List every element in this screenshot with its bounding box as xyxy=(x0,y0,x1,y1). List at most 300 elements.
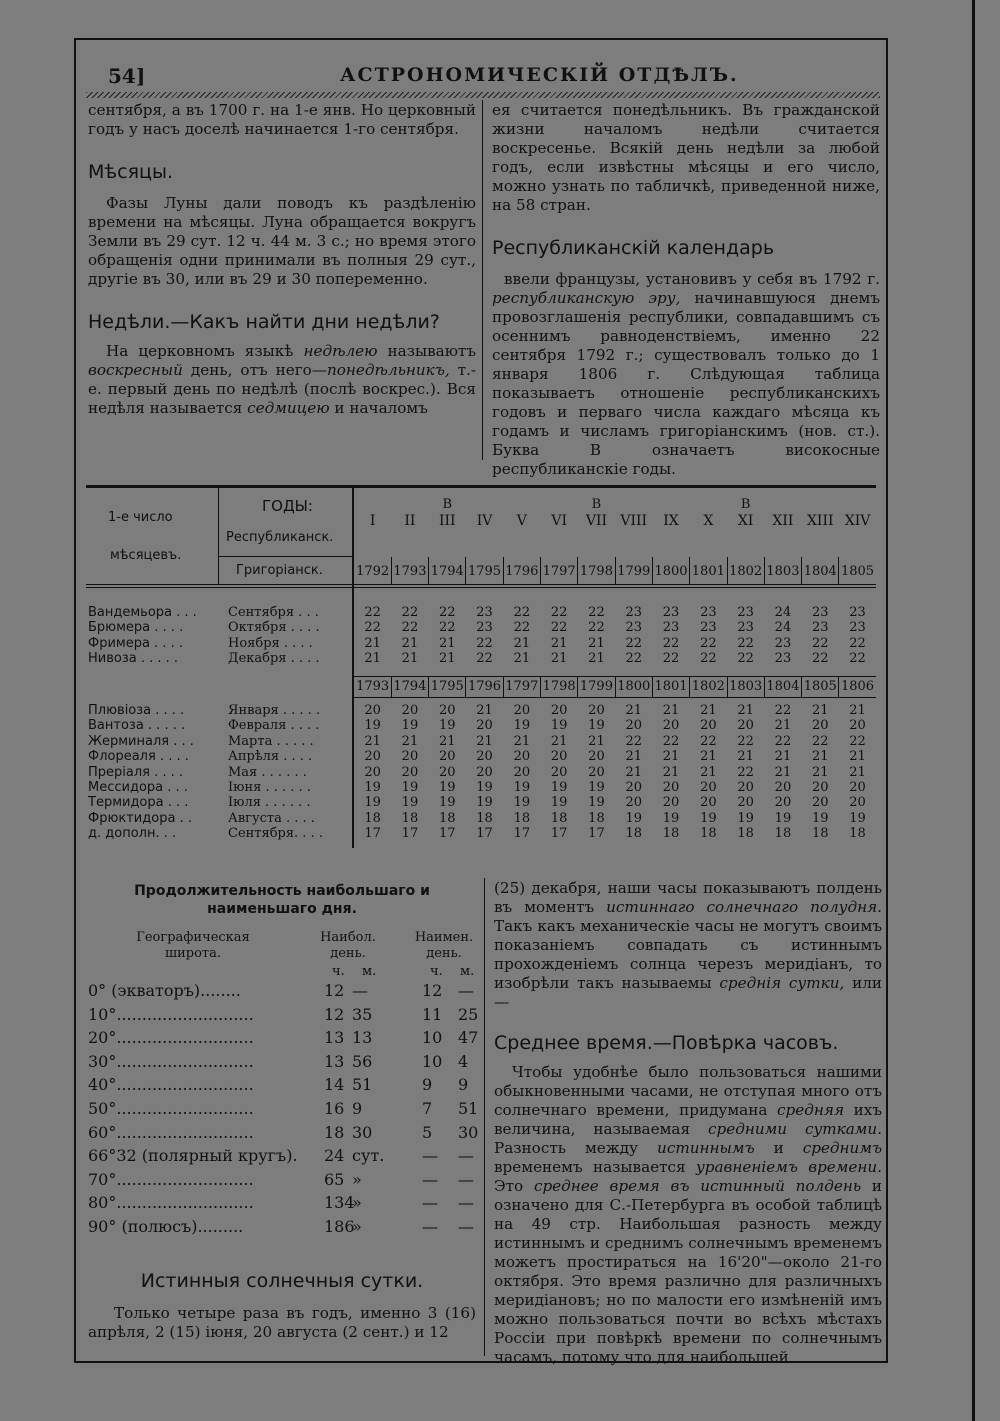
label-months: мѣсяцевъ. xyxy=(110,548,182,563)
day-cell: 21 xyxy=(811,764,829,780)
day-cell: 23 xyxy=(849,620,866,636)
day-cell: 20 xyxy=(737,795,754,811)
duration-value: 13 xyxy=(352,1028,373,1048)
day-cell: 18 xyxy=(438,810,456,826)
day-cell: 19 xyxy=(588,795,605,811)
gregorian-year-next: 1804 xyxy=(766,679,800,694)
day-cell: 19 xyxy=(550,780,568,795)
day-cell: 18 xyxy=(401,810,419,826)
day-cell: 21 xyxy=(550,635,568,651)
year-column-divider xyxy=(577,557,578,584)
gregorian-month: Сентября . . . xyxy=(228,605,319,620)
day-cell: 19 xyxy=(401,780,419,795)
day-cell: 20 xyxy=(476,718,493,734)
noon-paragraph: (25) декабря, наши часы показываютъ полдень въ моментъ истиннаго солнечнаго полудня. Такъ какъ механическіе часы не могутъ своимъ показаніемъ совпадать съ истиннымъ прохожденіемъ солнца черезъ меридіанъ, то изобрѣли такъ называемы среднія сутки, или — xyxy=(494,879,883,1011)
duration-value: 65 xyxy=(324,1169,345,1189)
duration-heading: Продолжительность наибольшаго и наименьшаго дня. xyxy=(134,883,430,917)
scan-edge xyxy=(972,0,975,1421)
day-cell: 20 xyxy=(700,780,717,795)
day-cell: 19 xyxy=(774,810,792,826)
duration-value: — xyxy=(422,1217,438,1236)
leap-marker: В xyxy=(740,497,751,512)
weeks-heading: Недѣли.—Какъ найти дни недѣли? xyxy=(88,311,440,333)
day-cell: 21 xyxy=(662,703,680,718)
table-top-rule xyxy=(86,485,876,488)
gregorian-year: 1805 xyxy=(840,564,875,579)
year-row-rule xyxy=(354,697,876,698)
day-cell: 21 xyxy=(811,703,829,718)
republican-month: Жерминаля . . . xyxy=(88,733,194,749)
day-cell: 19 xyxy=(700,810,717,826)
day-cell: 17 xyxy=(513,826,531,842)
year-column-divider xyxy=(764,557,765,584)
day-cell: 19 xyxy=(438,718,456,734)
republican-paragraph: ввели французы, установивъ у себя въ 1792 г. республиканскую эру, начинавшуюся днемъ провозглашенія республики, совпадавшимъ съ осеннимъ равноденствіемъ, именно 22 сентября 1792 г.; существовалъ только до 1 января 1806 г. Слѣдующая таблица показываетъ отношеніе республиканскихъ годовъ и перваго числа каждаго мѣсяца къ годамъ и числамъ григоріанскимъ (нов. ст.). Буква В означаетъ високосные республиканскіе годы. xyxy=(492,270,881,478)
day-cell: 19 xyxy=(513,718,531,734)
republican-year-numeral: X xyxy=(703,513,714,529)
duration-value: — xyxy=(458,1193,474,1213)
gregorian-month: Іюля . . . . . . xyxy=(228,795,311,811)
day-cell: 18 xyxy=(364,810,381,826)
day-cell: 21 xyxy=(588,733,605,749)
day-cell: 21 xyxy=(401,635,419,651)
republican-year-numeral: XIII xyxy=(806,513,834,529)
republican-year-numeral: XI xyxy=(737,513,754,529)
duration-value: 13 xyxy=(324,1028,345,1048)
day-cell: 22 xyxy=(550,605,568,620)
day-cell: 20 xyxy=(849,718,866,734)
republican-year-numeral: III xyxy=(438,513,456,529)
latitude-label: 90° (полюсъ)......... xyxy=(88,1217,244,1236)
true-day-heading-wrap xyxy=(88,1270,476,1292)
day-cell: 20 xyxy=(588,749,605,765)
gregorian-month: Сентября. . . . xyxy=(228,826,323,842)
day-cell: 21 xyxy=(364,733,381,749)
day-cell: 23 xyxy=(700,605,717,620)
gregorian-year: 1794 xyxy=(430,564,464,579)
day-cell: 22 xyxy=(737,651,754,667)
day-cell: 19 xyxy=(662,810,680,826)
day-cell: 19 xyxy=(364,718,381,734)
gregorian-year: 1797 xyxy=(542,564,576,579)
day-cell: 21 xyxy=(513,733,531,749)
duration-value: — xyxy=(422,1193,438,1213)
year-column-divider xyxy=(540,676,541,698)
duration-value: 24 xyxy=(324,1146,345,1166)
day-cell: 21 xyxy=(513,651,531,667)
day-cell: 20 xyxy=(849,780,866,795)
day-cell: 22 xyxy=(476,651,493,667)
day-cell: 22 xyxy=(401,605,419,620)
republican-year-numeral: XIV xyxy=(844,513,871,529)
day-cell: 20 xyxy=(700,795,717,811)
republican-month: Фримера . . . . xyxy=(88,635,183,651)
day-cell: 20 xyxy=(774,780,792,795)
year-column-divider xyxy=(764,676,765,698)
duration-value: » xyxy=(352,1217,362,1236)
day-cell: 20 xyxy=(625,780,643,795)
leap-marker: В xyxy=(591,497,602,512)
day-cell: 23 xyxy=(662,620,680,636)
duration-value: 9 xyxy=(458,1075,469,1095)
year-column-divider xyxy=(838,557,839,584)
right-column-bottom xyxy=(494,879,882,1367)
duration-value: 5 xyxy=(422,1122,433,1142)
day-cell: 19 xyxy=(811,810,829,826)
day-cell: 19 xyxy=(476,795,493,811)
frame-right xyxy=(886,38,888,1363)
duration-value: — xyxy=(458,981,474,1000)
day-cell: 21 xyxy=(401,733,419,749)
day-cell: 22 xyxy=(401,620,419,636)
day-cell: 18 xyxy=(737,826,754,842)
duration-col-min: Наимен. день. xyxy=(414,930,474,961)
day-cell: 20 xyxy=(811,718,829,734)
day-cell: 22 xyxy=(550,620,568,636)
republican-year-numeral: VII xyxy=(585,513,608,529)
duration-value: 51 xyxy=(352,1075,373,1095)
year-column-divider xyxy=(465,676,466,698)
day-cell: 21 xyxy=(700,749,717,765)
label-republican: Республиканск. xyxy=(226,530,334,545)
duration-value: 9 xyxy=(422,1075,433,1095)
year-column-divider xyxy=(391,557,392,584)
intro-paragraph: сентября, а въ 1700 г. на 1-е янв. Но церковный годъ у насъ доселѣ начинается 1-го сентября. xyxy=(88,101,476,138)
duration-value: — xyxy=(458,1217,474,1236)
day-cell: 22 xyxy=(625,733,643,749)
day-cell: 22 xyxy=(811,651,829,667)
year-column-divider xyxy=(428,557,429,584)
day-cell: 23 xyxy=(849,605,866,620)
day-cell: 20 xyxy=(401,764,419,780)
day-cell: 21 xyxy=(438,651,456,667)
day-cell: 19 xyxy=(476,780,493,795)
day-cell: 17 xyxy=(364,826,381,842)
republican-month: Плювіоза . . . . xyxy=(88,703,185,718)
duration-unit-m-2: м. xyxy=(460,964,475,979)
mean-time-heading: Среднее время.—Повѣрка часовъ. xyxy=(494,1032,839,1054)
gregorian-year: 1799 xyxy=(617,564,651,579)
day-cell: 22 xyxy=(700,733,717,749)
duration-value: 9 xyxy=(352,1099,363,1118)
day-cell: 20 xyxy=(588,764,605,780)
latitude-label: 80°........................... xyxy=(88,1193,254,1213)
gregorian-year-next: 1806 xyxy=(840,679,875,694)
day-cell: 21 xyxy=(364,651,381,667)
republican-month: Вандемьора . . . xyxy=(88,605,197,620)
day-cell: 22 xyxy=(811,635,829,651)
duration-value: 35 xyxy=(352,1004,373,1024)
day-cell: 20 xyxy=(737,780,754,795)
day-cell: 20 xyxy=(401,749,419,765)
day-cell: 18 xyxy=(811,826,829,842)
year-column-divider xyxy=(391,676,392,698)
duration-value: 30 xyxy=(352,1122,373,1142)
day-cell: 20 xyxy=(550,703,568,718)
latitude-label: 50°........................... xyxy=(88,1099,254,1118)
republican-heading: Республиканскій календарь xyxy=(492,237,775,259)
day-cell: 18 xyxy=(625,826,643,842)
gregorian-year: 1802 xyxy=(729,564,763,579)
day-cell: 20 xyxy=(513,764,531,780)
day-cell: 21 xyxy=(737,703,754,718)
gregorian-year: 1804 xyxy=(803,564,837,579)
duration-value: 25 xyxy=(458,1004,479,1024)
left-column-top xyxy=(88,101,476,418)
year-column-divider xyxy=(838,676,839,698)
day-cell: 22 xyxy=(625,651,643,667)
gregorian-year-next: 1794 xyxy=(393,679,427,694)
day-cell: 22 xyxy=(438,605,456,620)
day-cell: 23 xyxy=(476,620,493,636)
gregorian-year-next: 1798 xyxy=(542,679,576,694)
table-head-rule-1 xyxy=(86,584,876,585)
duration-value: — xyxy=(458,1169,474,1189)
day-cell: 18 xyxy=(849,826,866,842)
year-column-divider xyxy=(615,676,616,698)
duration-value: 10 xyxy=(422,1028,443,1048)
day-cell: 23 xyxy=(476,605,493,620)
duration-value: 30 xyxy=(458,1122,479,1142)
day-cell: 22 xyxy=(662,651,680,667)
gregorian-year: 1798 xyxy=(579,564,613,579)
months-paragraph: Фазы Луны дали поводъ къ раздѣленію времени на мѣсяцы. Луна обращается вокругъ Земли въ 29 сут. 12 ч. 44 м. 3 с.; но время этого обращенія одни принимали въ полныя 29 сут., другіе въ 30, или въ 29 и 30 попеременно. xyxy=(88,194,476,288)
duration-value: — xyxy=(458,1146,474,1166)
republican-year-numeral: VIII xyxy=(620,513,648,529)
day-cell: 22 xyxy=(513,605,531,620)
day-cell: 18 xyxy=(700,826,717,842)
year-column-divider xyxy=(652,676,653,698)
duration-value: 14 xyxy=(324,1075,345,1095)
latitude-label: 40°........................... xyxy=(88,1075,254,1095)
day-cell: 21 xyxy=(550,651,568,667)
gregorian-year: 1800 xyxy=(654,564,688,579)
duration-value: 7 xyxy=(422,1099,433,1118)
day-cell: 20 xyxy=(476,764,493,780)
day-cell: 23 xyxy=(662,605,680,620)
day-cell: 20 xyxy=(662,780,680,795)
mean-time-paragraph: Чтобы удобнѣе было пользоваться нашими обыкновенными часами, не отступая много отъ солнечнаго времени, придумана средняя ихъ величина, называемая средними сутками. Разность между истиннымъ и среднимъ временемъ называется уравненіемъ времени. Это среднее время въ истинный полдень и означено для С.-Петербурга въ особой таблицѣ на 49 стр. Наибольшая разность между истиннымъ и среднимъ солнечнымъ временемъ можетъ простираться на 16'20"—около 21-го октября. Это время различно для различныхъ меридіановъ; но по малости его измѣненій имъ можно пользоваться почти во всѣхъ мѣстахъ Россіи при повѣркѣ времени по солнечнымъ часамъ, потому что для наибольшей xyxy=(494,1063,883,1366)
day-cell: 19 xyxy=(849,810,866,826)
day-cell: 20 xyxy=(811,780,829,795)
year-column-divider xyxy=(727,676,728,698)
duration-value: 11 xyxy=(422,1004,443,1024)
republican-month: Мессидора . . . xyxy=(88,780,188,795)
day-cell: 19 xyxy=(513,780,531,795)
day-cell: 21 xyxy=(662,749,680,765)
year-column-divider xyxy=(801,557,802,584)
duration-value: » xyxy=(352,1169,362,1189)
day-cell: 21 xyxy=(625,749,643,765)
duration-value: 134 xyxy=(324,1193,355,1213)
duration-value: 51 xyxy=(458,1099,479,1118)
year-column-divider xyxy=(503,557,504,584)
duration-value: 13 xyxy=(324,1051,345,1071)
gregorian-year-next: 1796 xyxy=(467,679,502,694)
day-cell: 20 xyxy=(588,703,605,718)
day-cell: 19 xyxy=(364,795,381,811)
day-cell: 19 xyxy=(364,780,381,795)
day-cell: 19 xyxy=(588,780,605,795)
label-gregorian: Григоріанск. xyxy=(236,563,323,578)
day-cell: 23 xyxy=(625,605,643,620)
republican-year-numeral: IV xyxy=(476,513,493,529)
duration-value: 12 xyxy=(324,981,345,1000)
weeks-paragraph: На церковномъ языкѣ недѣлею называютъ воскресный день, отъ него—понедѣльникъ, т.-е. первый день по недѣлѣ (послѣ воскрес.). Вся недѣля называется седмицею и началомъ xyxy=(88,342,477,417)
day-cell: 22 xyxy=(849,651,866,667)
republican-month: Флореаля . . . . xyxy=(88,749,189,765)
day-cell: 17 xyxy=(588,826,605,842)
latitude-label: 60°........................... xyxy=(88,1122,254,1142)
day-cell: 18 xyxy=(588,810,605,826)
day-cell: 22 xyxy=(588,620,605,636)
day-cell: 20 xyxy=(737,718,754,734)
duration-value: 4 xyxy=(458,1051,469,1071)
year-column-divider xyxy=(465,557,466,584)
duration-value: 10 xyxy=(422,1051,443,1071)
duration-value: — xyxy=(422,1169,438,1189)
day-cell: 21 xyxy=(849,749,866,765)
day-cell: 23 xyxy=(811,605,829,620)
day-cell: 18 xyxy=(476,810,493,826)
gregorian-year: 1795 xyxy=(467,564,502,579)
day-cell: 18 xyxy=(550,810,568,826)
day-cell: 22 xyxy=(476,635,493,651)
day-cell: 21 xyxy=(774,764,792,780)
duration-value: » xyxy=(352,1193,362,1213)
day-cell: 20 xyxy=(438,764,456,780)
day-cell: 21 xyxy=(401,651,419,667)
gregorian-year-next: 1802 xyxy=(691,679,725,694)
gregorian-year-next: 1803 xyxy=(729,679,763,694)
day-cell: 22 xyxy=(662,733,680,749)
day-cell: 21 xyxy=(364,635,381,651)
republican-month: Вантоза . . . . . xyxy=(88,718,186,734)
day-cell: 21 xyxy=(737,749,754,765)
latitude-label: 66°32 (полярный кругъ). xyxy=(88,1146,298,1166)
gregorian-year: 1792 xyxy=(356,564,390,579)
gregorian-month: Декабря . . . . xyxy=(228,651,320,667)
true-day-paragraph-wrap xyxy=(88,1304,476,1342)
day-cell: 21 xyxy=(513,635,531,651)
day-cell: 20 xyxy=(662,718,680,734)
republican-month: Термидора . . . xyxy=(88,795,189,811)
day-cell: 23 xyxy=(811,620,829,636)
table-head-divider xyxy=(218,488,219,584)
true-day-heading: Истинныя солнечныя сутки. xyxy=(140,1270,424,1292)
day-cell: 17 xyxy=(550,826,568,842)
frame-left xyxy=(74,38,76,1363)
day-cell: 21 xyxy=(588,635,605,651)
day-cell: 17 xyxy=(438,826,456,842)
republican-month: д. дополн. . . xyxy=(88,826,177,842)
day-cell: 21 xyxy=(476,703,493,718)
day-cell: 22 xyxy=(774,703,792,718)
day-cell: 22 xyxy=(849,635,866,651)
gregorian-year-next: 1805 xyxy=(803,679,837,694)
year-column-divider xyxy=(577,676,578,698)
weeks-continuation: ея считается понедѣльникъ. Въ гражданской жизни началомъ недѣли считается воскресенье. Всякій день недѣли за любой годъ, если извѣстны мѣсяцы и его число, можно узнать по табличкѣ, приведенной ниже, на 58 стран. xyxy=(492,101,880,214)
gregorian-month: Октября . . . . xyxy=(228,620,320,636)
day-cell: 20 xyxy=(476,749,493,765)
gregorian-month: Ноября . . . . xyxy=(228,635,313,651)
day-cell: 21 xyxy=(438,733,456,749)
duration-value: 12 xyxy=(324,1004,345,1024)
year-column-divider xyxy=(428,676,429,698)
day-cell: 20 xyxy=(811,795,829,811)
day-cell: 20 xyxy=(700,718,717,734)
day-cell: 22 xyxy=(700,651,717,667)
gregorian-month: Марта . . . . . xyxy=(228,733,314,749)
day-cell: 23 xyxy=(700,620,717,636)
duration-unit-h-1: ч. xyxy=(332,964,345,979)
day-cell: 20 xyxy=(625,795,643,811)
header-wavy-rule xyxy=(86,92,880,98)
day-cell: 21 xyxy=(662,764,680,780)
day-cell: 22 xyxy=(513,620,531,636)
day-cell: 20 xyxy=(625,718,643,734)
day-cell: 23 xyxy=(774,651,792,667)
republican-month: Фрюктидора . . xyxy=(88,810,192,826)
gregorian-month: Августа . . . . xyxy=(228,810,315,826)
day-cell: 20 xyxy=(438,703,456,718)
true-day-paragraph: Только четыре раза въ годъ, именно 3 (16) апрѣля, 2 (15) іюня, 20 августа (2 сент.) и 12 xyxy=(88,1304,476,1341)
day-cell: 22 xyxy=(364,605,381,620)
day-cell: 21 xyxy=(811,749,829,765)
day-cell: 20 xyxy=(662,795,680,811)
day-cell: 22 xyxy=(625,635,643,651)
day-cell: 17 xyxy=(401,826,419,842)
day-cell: 22 xyxy=(588,605,605,620)
day-cell: 21 xyxy=(700,703,717,718)
republican-month: Преріаля . . . . xyxy=(88,764,184,780)
latitude-label: 30°........................... xyxy=(88,1051,254,1071)
leap-marker: В xyxy=(442,497,453,512)
column-divider-top xyxy=(482,100,483,460)
day-cell: 21 xyxy=(625,764,643,780)
day-cell: 24 xyxy=(774,620,792,636)
duration-value: сут. xyxy=(352,1146,385,1166)
day-cell: 20 xyxy=(550,764,568,780)
day-cell: 20 xyxy=(438,749,456,765)
months-heading: Мѣсяцы. xyxy=(88,161,174,183)
gregorian-year: 1803 xyxy=(766,564,800,579)
latitude-label: 10°........................... xyxy=(88,1004,254,1024)
gregorian-year: 1796 xyxy=(505,564,539,579)
duration-value: 56 xyxy=(352,1051,373,1071)
republican-year-numeral: VI xyxy=(551,513,567,529)
column-divider-bottom xyxy=(484,878,485,1356)
year-row-rule xyxy=(354,676,876,677)
gregorian-month: Мая . . . . . . xyxy=(228,764,307,780)
republican-month: Нивоза . . . . . xyxy=(88,651,179,667)
day-cell: 23 xyxy=(625,620,643,636)
day-cell: 18 xyxy=(662,826,680,842)
gregorian-month: Іюня . . . . . . xyxy=(228,780,311,795)
year-column-divider xyxy=(801,676,802,698)
day-cell: 22 xyxy=(662,635,680,651)
duration-col-max: Наибол. день. xyxy=(320,930,376,961)
day-cell: 20 xyxy=(364,749,381,765)
day-cell: 21 xyxy=(849,764,866,780)
day-cell: 22 xyxy=(849,733,866,749)
duration-value: 12 xyxy=(422,981,443,1000)
gregorian-month: Февраля . . . . xyxy=(228,718,320,734)
day-cell: 22 xyxy=(700,635,717,651)
day-cell: 23 xyxy=(737,605,754,620)
republican-year-numeral: V xyxy=(516,513,527,529)
day-cell: 17 xyxy=(476,826,493,842)
